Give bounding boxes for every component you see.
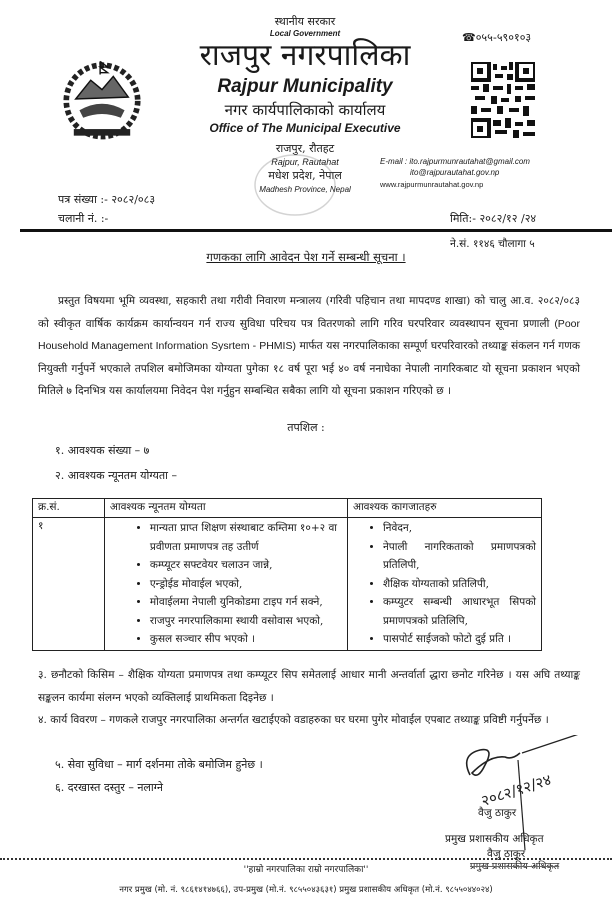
table-row: [33, 518, 542, 651]
table-header-row: [33, 499, 542, 518]
list-item: • निवेदन,: [383, 519, 536, 538]
list-item: • पासपोर्ट साईजको फोटो दुई प्रति ।: [383, 630, 536, 649]
address-en: Rajpur, Rautahat: [271, 157, 339, 167]
work-description: ४. कार्य विवरण – गणकले राजपुर नगरपालिका अन्तर्गत खटाईएको वडाहरुका घर घरमा पुगेर मोवाईल एपबाट तथ्याङ्क प्रविष्टी गर्नुपर्नेछ ।: [38, 714, 549, 726]
footer-contacts: नगर प्रमुख (मो. नं. ९८६१४१४७६६), उप-प्रमुख (मो.नं. ९८५५०४३६३१) प्रमुख प्रशासकीय अधिकृत (मो.नं. ९८५५०४४०२४): [119, 885, 493, 895]
signatory-name: वैजु ठाकुर: [478, 807, 517, 819]
website-link[interactable]: www.rajpurmunrautahat.gov.np: [380, 180, 484, 189]
qualification-list-cell: [104, 518, 347, 651]
list-item: • मान्यता प्राप्त शिक्षण संस्थाबाट कम्तिमा १०+२ वा प्रवीणता प्रमाणपत्र तह उतीर्ण: [150, 519, 342, 556]
subject-line: [0, 250, 612, 265]
local-government-en: Local Government: [269, 29, 341, 38]
email-secondary[interactable]: ito@rajpurautahat.gov.np: [410, 168, 500, 177]
signatory-title: प्रमुख प्रशासकीय अधिकृत: [445, 833, 544, 845]
row-serial: १: [33, 518, 105, 651]
body-text-1: प्रस्तुत विषयमा भूमि व्यवस्था, सहकारी तथा गरीवी निवारण मन्त्रालय (गरिवी पहिचान तथा मापदण्ड शाखा) को चालु आ.व. २०८२/०८३ को स्वीकृत वार्षिक कार्यक्रम कार्यान्वयन गर्न राज्य सुविधा परिचय पत्र वितरणको लागि गरिव घरपरिवार व्यवस्थापन सूचना प्रणाली: [38, 295, 580, 330]
stamp-name: वैजु ठाकुर: [487, 848, 526, 860]
schedule-heading: तपशिल :: [287, 421, 325, 434]
signed-date: २०८२/१२/२४: [478, 770, 554, 811]
qr-code-icon[interactable]: [471, 62, 535, 138]
list-item: • कम्प्युटर सम्बन्धी आधारभूत सिपको प्रमाणपत्रको प्रतिलिपि,: [383, 593, 536, 630]
office-seal-icon: [250, 150, 340, 220]
list-item: • शैक्षिक योग्यताको प्रतिलिपी,: [383, 575, 536, 594]
province-en: Madhesh Province, Nepal: [259, 185, 351, 194]
header-divider: [20, 229, 612, 232]
phone-number: ☎०५५-५९०१०३: [462, 31, 532, 44]
subject-text: गणकका लागि आवेदन पेश गर्ने सम्बन्धी सूचना ।: [206, 250, 406, 264]
documents-list: [353, 519, 536, 649]
list-item: • कुसल सञ्चार सीप भएको ।: [150, 630, 342, 649]
list-item: • एन्ड्रोईड मोवाईल भएको,: [150, 575, 342, 594]
qualification-list: [110, 519, 342, 649]
minimum-qualification-heading: २. आवश्यक न्यूनतम योग्यता –: [55, 469, 177, 482]
body-text-2: मार्फत यस नगरपालिकाका सम्पूर्ण घरपरिवारको तथ्याङ्क संकलन गर्न गणक नियुक्ती गर्नुपर्ने भएकाले तपशिल बमोजिमका योग्यता पुगेका १८ वर्ष पूरा भई ४० वर्ष ननाघेका नेपाली नागरिकबाट यो सूचना प्रकाशन भएको मितिले ७ दिनभित्र यस कार्यालयमा निवेदन पेश गर्नुहुन सम्बन्धित सबैका लागि यो सूचना प्रकाशन गरिएको छ ।: [38, 340, 580, 397]
header-serial: क्र.सं.: [33, 499, 105, 518]
municipality-name-np: राजपुर नगरपालिका: [199, 38, 411, 73]
address-np: राजपुर, रौतहट: [275, 142, 335, 155]
requirements-table: [32, 498, 542, 651]
list-item: • मोवाईलमा नेपाली युनिकोडमा टाइप गर्न सक्ने,: [150, 593, 342, 612]
documents-list-cell: [347, 518, 541, 651]
footer-slogan: ''हाम्रो नगरपालिका राम्रो नगरपालिका'': [243, 865, 369, 875]
list-item: • कम्प्यूटर सफ्टवेयर चलाउन जान्ने,: [150, 556, 342, 575]
nepal-sambat-date: ने.सं. ११४६ चौलागा ५: [450, 238, 535, 250]
list-item: • नेपाली नागरिकताको प्रमाणपत्रको प्रतिलिपी,: [383, 538, 536, 575]
body-text-en: (Poor Household Management Information Sysrtem - PHMIS): [38, 317, 580, 352]
nepal-emblem-icon: [55, 52, 149, 146]
office-name-en: Office of The Municipal Executive: [209, 121, 401, 135]
stamp-title: प्रमुख प्रशासकीय अधिकृत: [470, 861, 560, 872]
office-name-np: नगर कार्यपालिकाको कार्यालय: [224, 101, 386, 119]
service-facilities: ५. सेवा सुविधा – मार्ग दर्शनमा तोके बमोजिम हुनेछ ।: [55, 758, 263, 771]
province-np: मधेश प्रदेश, नेपाल: [268, 169, 342, 182]
local-government-np: स्थानीय सरकार: [274, 15, 336, 28]
header-qualification: आवश्यक न्यूनतम योग्यता: [104, 499, 347, 518]
body-paragraph: [38, 290, 580, 403]
email-primary[interactable]: E-mail : ito.rajpurmunrautahat@gmail.com: [380, 157, 530, 166]
header-documents: आवश्यक कागजातहरु: [347, 499, 541, 518]
list-item: • राजपुर नगरपालिकामा स्थायी वसोवास भएको,: [150, 612, 342, 631]
reference-number: पत्र संख्या :- २०८२/०८३: [58, 193, 156, 206]
phone-icon: ☎: [462, 31, 476, 44]
municipality-name-en: Rajpur Municipality: [217, 76, 393, 97]
selection-method: ३. छनौटको किसिम – शैक्षिक योग्यता प्रमाणपत्र तथा कम्प्यूटर सिप समेतलाई आधार मानी अन्तर्वार्ता द्धारा छनोट गरिनेछ । यस अघि तथ्याङ्क सङ्कलन कार्यमा संलग्न भएको व्यक्तिलाई प्राथमिकता दिइनेछ ।: [38, 669, 580, 704]
application-fee: ६. दरखास्त दस्तुर – नलाग्ने: [55, 781, 163, 794]
dispatch-number: चलानी नं. :-: [58, 212, 109, 225]
required-number: १. आवश्यक संख्या – ७: [55, 444, 150, 457]
letter-date: मिति:- २०८२/१२ /२४: [450, 212, 537, 225]
